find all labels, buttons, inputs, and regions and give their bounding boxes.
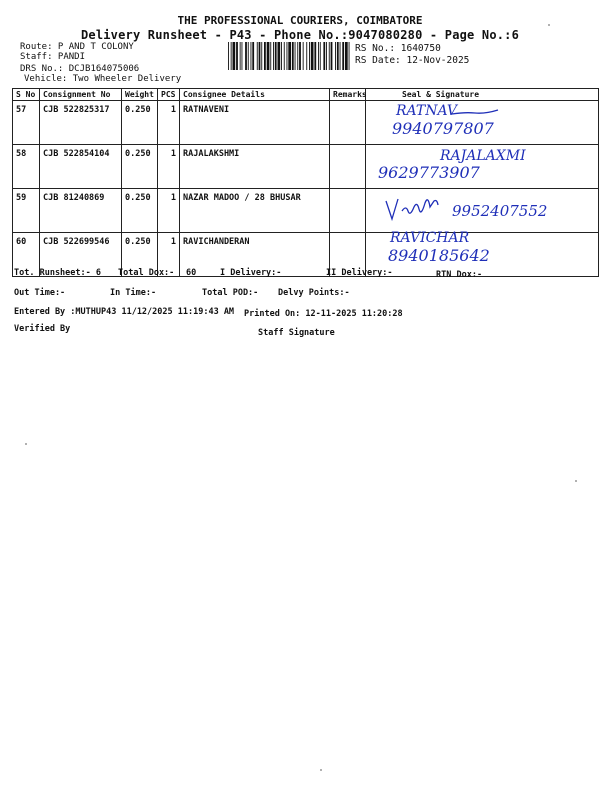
total-dox-value: 60: [186, 268, 197, 278]
rs-date: RS Date: 12-Nov-2025: [355, 55, 470, 66]
barcode-bar: [240, 42, 241, 70]
cell-sno: 60: [13, 233, 40, 277]
cell-weight: 0.250: [122, 233, 158, 277]
runsheet-table: [12, 88, 599, 277]
signature-stroke-icon: [450, 106, 500, 118]
handwritten-phone: 9952407552: [452, 202, 548, 220]
barcode-bar: [284, 42, 285, 70]
verified-by: Verified By: [14, 324, 71, 334]
barcode-bar: [287, 42, 288, 70]
staff-label: Staff: PANDI: [20, 52, 86, 62]
cell-remarks: [330, 145, 366, 189]
barcode-bar: [314, 42, 316, 70]
barcode-bar: [342, 42, 344, 70]
cell-consignment: CJB 522825317: [40, 101, 122, 145]
drs-label: DRS No.: DCJB164075006: [20, 64, 140, 74]
handwritten-phone: 9940797807: [392, 119, 494, 138]
col-header-consignee: Consignee Details: [180, 89, 330, 101]
cell-consignee: RAJALAKSHMI: [180, 145, 330, 189]
ii-delivery: II Delivery:-: [326, 268, 393, 278]
i-delivery: I Delivery:-: [220, 268, 282, 278]
barcode-bar: [259, 42, 261, 70]
cell-sno: 57: [13, 101, 40, 145]
barcode-bar: [248, 42, 249, 70]
barcode-bar: [270, 42, 271, 70]
cell-pcs: 1: [158, 233, 180, 277]
barcode-bar: [245, 42, 247, 70]
cell-consignment: CJB 81240869: [40, 189, 122, 233]
total-pod: Total POD:-: [202, 288, 259, 298]
total-dox-label: Total Dox:-: [118, 268, 175, 278]
col-header-consignment: Consignment No: [40, 89, 122, 101]
barcode-bar: [340, 42, 341, 70]
handwritten-name: RAJALAXMI: [440, 148, 526, 164]
barcode-bar: [273, 42, 274, 70]
cell-consignee: RATNAVENI: [180, 101, 330, 145]
cell-consignee: RAVICHANDERAN: [180, 233, 330, 277]
barcode-bar: [331, 42, 333, 70]
scan-speck: [320, 769, 322, 771]
table-header-row: [13, 89, 599, 101]
barcode-bar: [318, 42, 319, 70]
cell-pcs: 1: [158, 189, 180, 233]
table-row: [13, 101, 599, 145]
barcode-bar: [242, 42, 243, 70]
barcode-bar: [349, 42, 350, 70]
col-header-weight: Weight: [122, 89, 158, 101]
barcode-bar: [326, 42, 327, 70]
scan-speck: [575, 480, 577, 482]
handwritten-name: RATNAV: [396, 103, 457, 119]
out-time: Out Time:-: [14, 288, 66, 298]
barcode-image: [228, 42, 350, 70]
barcode-bar: [233, 42, 236, 70]
barcode-bar: [311, 42, 314, 70]
col-header-sno: S No: [13, 89, 40, 101]
company-title: THE PROFESSIONAL COURIERS, COIMBATORE: [177, 14, 423, 27]
cell-pcs: 1: [158, 145, 180, 189]
rs-number: RS No.: 1640750: [355, 43, 441, 54]
cell-weight: 0.250: [122, 101, 158, 145]
cell-weight: 0.250: [122, 145, 158, 189]
barcode-bar: [257, 42, 258, 70]
scan-speck: [25, 443, 27, 445]
entered-by: Entered By :MUTHUP43 11/12/2025 11:19:43 AM: [14, 307, 235, 317]
in-time: In Time:-: [110, 288, 157, 298]
barcode-bar: [335, 42, 336, 70]
col-header-remarks: Remarks: [330, 89, 366, 101]
barcode-bar: [275, 42, 277, 70]
barcode-bar: [231, 42, 232, 70]
cell-consignment: CJB 522699546: [40, 233, 122, 277]
barcode-bar: [261, 42, 262, 70]
cell-sno: 59: [13, 189, 40, 233]
runsheet-subtitle: Delivery Runsheet - P43 - Phone No.:9047080280 - Page No.:6: [80, 28, 520, 42]
barcode-bar: [320, 42, 321, 70]
barcode-bar: [299, 42, 301, 70]
tot-runsheet: Tot. Runsheet:- 6: [14, 268, 101, 278]
barcode-bar: [236, 42, 238, 70]
barcode-bar: [309, 42, 310, 70]
barcode-bar: [288, 42, 291, 70]
cell-sno: 58: [13, 145, 40, 189]
barcode-bar: [278, 42, 281, 70]
col-header-signature: Seal & Signature: [366, 89, 599, 101]
barcode-bar: [337, 42, 339, 70]
barcode-bar: [329, 42, 330, 70]
delvy-points: Delvy Points:-: [278, 288, 350, 298]
barcode-bar: [303, 42, 304, 70]
barcode-bar: [228, 42, 229, 70]
handwritten-phone: 9629773907: [378, 163, 480, 182]
barcode-bar: [264, 42, 266, 70]
barcode-bar: [252, 42, 254, 70]
barcode-bar: [297, 42, 298, 70]
scan-speck: [548, 24, 550, 26]
cell-pcs: 1: [158, 101, 180, 145]
handwritten-name: RAVICHAR: [390, 230, 470, 246]
barcode-bar: [251, 42, 252, 70]
route-label: Route: P AND T COLONY: [20, 42, 134, 52]
barcode-bar: [323, 42, 325, 70]
cell-consignee: NAZAR MADOO / 28 BHUSAR: [180, 189, 330, 233]
barcode-bar: [281, 42, 282, 70]
vehicle-label: Vehicle: Two Wheeler Delivery: [24, 74, 182, 84]
staff-signature: Staff Signature: [258, 328, 335, 338]
barcode-bar: [306, 42, 307, 70]
barcode-bar: [345, 42, 348, 70]
cell-remarks: [330, 189, 366, 233]
barcode-bar: [292, 42, 294, 70]
rtn-dox: RTN Dox:-: [436, 270, 483, 280]
barcode-bar: [267, 42, 270, 70]
cell-remarks: [330, 101, 366, 145]
cell-weight: 0.250: [122, 189, 158, 233]
handwritten-phone: 8940185642: [388, 246, 490, 265]
col-header-pcs: PCS: [158, 89, 180, 101]
handwritten-signature-icon: [382, 193, 444, 223]
printed-on: Printed On: 12-11-2025 11:20:28: [244, 309, 403, 319]
cell-consignment: CJB 522854104: [40, 145, 122, 189]
barcode-bar: [295, 42, 296, 70]
